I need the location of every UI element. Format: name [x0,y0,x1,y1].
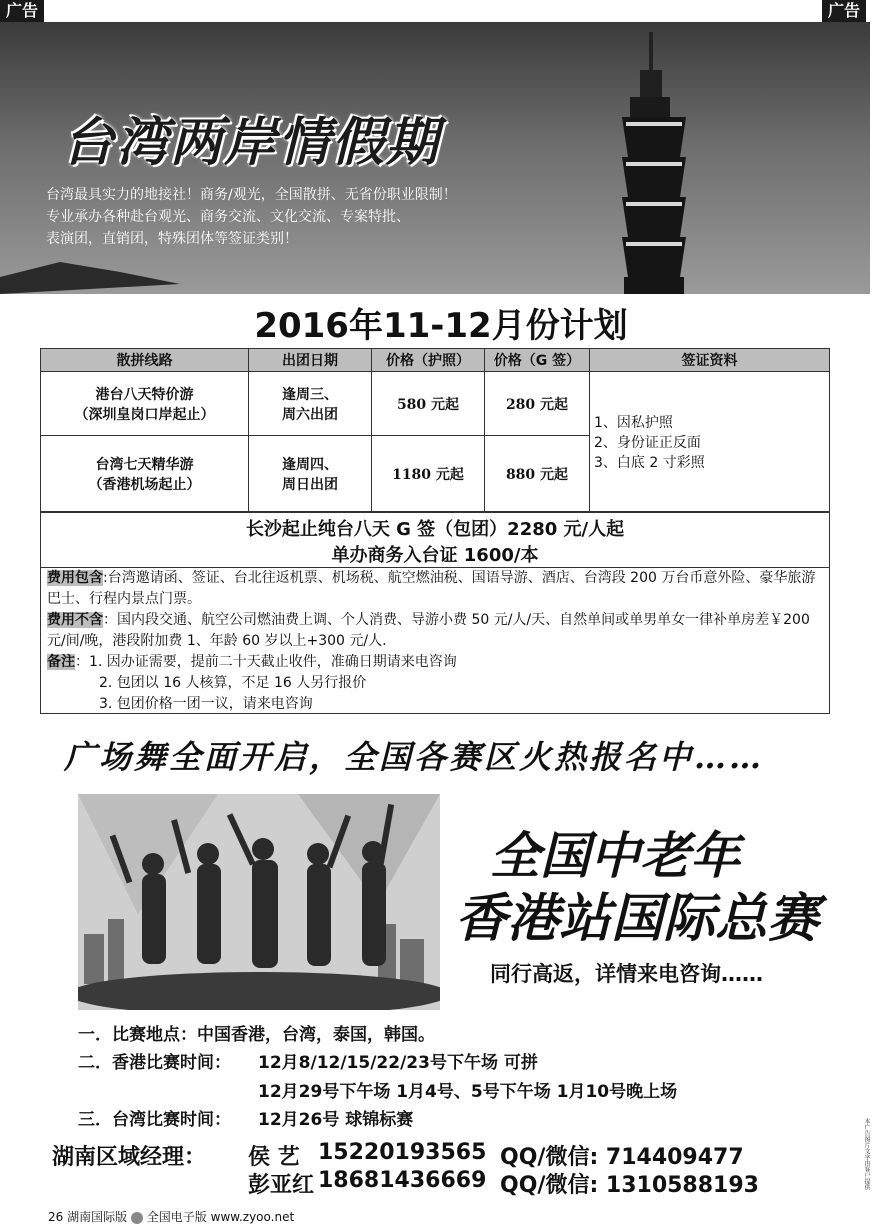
e-edition-label: 全国电子版 [146,1210,207,1224]
contact-phone-1: 15220193565 [318,1140,487,1165]
contact-name-2: 彭亚红 [248,1173,315,1198]
ad-label-right: 广告 [822,0,866,22]
tour-table [40,348,830,512]
dates-line-1: 逢周三、 [282,386,338,403]
table-header-row [41,349,830,372]
table-row [41,372,830,436]
route-sub: （香港机场起止） [88,476,201,493]
notes-line-1 [41,652,829,673]
fee-included-text: :台湾邀请函、签证、台北往返机票、机场税、航空燃油税、国语导游、酒店、台湾段 200 万台币意外险、豪华旅游巴士、行程内景点门票。 [47,570,816,607]
visa-doc-3: 3、白底 2 寸彩照 [594,454,705,471]
dates-cell [249,372,372,436]
plan-title: 2016年11-12月份计划 [254,306,628,346]
logo-icon [131,1212,143,1224]
contact-phone-2: 18681436669 [318,1168,487,1193]
tw-label: 三．台湾比赛时间： [78,1110,231,1130]
fee-included [41,568,829,610]
hk-label: 二．香港比赛时间： [78,1053,231,1073]
fee-included-label: 费用包含 [47,570,103,586]
price-g-cell: 880 元起 [485,436,590,512]
dates-line-1: 逢周四、 [282,456,338,473]
col-price-g: 价格（G 签） [485,349,590,372]
side-note: 本广告图片文字由客户提供 [863,1118,870,1190]
footer-url[interactable]: www.zyoo.net [210,1210,295,1224]
contact-label: 湖南区域经理： [52,1145,207,1170]
details-box [40,512,830,714]
route-sub: （深圳皇岗口岸起止） [74,406,215,423]
dancers-photo [78,794,440,1010]
visa-docs-cell [590,372,830,512]
hk-times-1: 12月8/12/15/22/23号下午场 可拼 [258,1053,538,1073]
page-number: 26 [48,1210,64,1224]
dates-line-2: 周六出团 [282,406,338,423]
notes-label: 备注 [47,654,75,670]
visa-doc-2: 2、身份证正反面 [594,434,701,451]
dates-line-2: 周日出团 [282,476,338,493]
banner-line-2: 专业承办各种赴台观光、商务交流、文化交流、专案特批、 [46,209,410,225]
note-1: ：1. 因办证需要，提前二十天截止收件，准确日期请来电咨询 [75,654,457,670]
footer [48,1208,294,1225]
route-cell [41,436,249,512]
contest-title-1: 全国中老年 [490,826,740,885]
banner-line-3: 表演团，直销团，特殊团体等签证类别！ [46,231,298,247]
banner [0,22,870,294]
note-2: 2. 包团以 16 人核算，不足 16 人另行报价 [99,675,367,691]
banner-title: 台湾两岸情假期 [62,113,441,173]
special-line-2: 单办商务入台证 1600/本 [41,541,829,568]
route-name: 港台八天特价游 [95,386,194,403]
fee-excluded-label: 费用不含 [47,612,103,628]
contact-qq-2: QQ/微信: 1310588193 [500,1173,759,1198]
ad-label-left: 广告 [0,0,44,22]
tw-times: 12月26号 球锦标赛 [258,1110,414,1130]
note-3: 3. 包团价格一团一议，请来电咨询 [99,696,313,712]
col-dates: 出团日期 [249,349,372,372]
hk-times-2: 12月29号下午场 1月4号、5号下午场 1月10号晚上场 [258,1082,678,1102]
visa-doc-1: 1、因私护照 [594,414,673,431]
slogan: 广场舞全面开启，全国各赛区火热报名中…… [64,738,765,776]
banner-line-1: 台湾最具实力的地接社！商务/观光，全国散拼、无省份职业限制！ [46,187,457,203]
dancers-silhouette [78,794,440,1010]
consult-text: 同行高返，详情来电咨询…… [490,962,763,986]
edition-label: 湖南国际版 [67,1210,128,1224]
fee-excluded-text: ：国内段交通、航空公司燃油费上调、个人消费、导游小费 50 元/人/天、自然单间或单男单女一律补单房差￥200 元/间/晚，港段附加费 1、年龄 60 岁以上+300 元/人. [47,612,810,649]
col-route: 散拼线路 [41,349,249,372]
dates-cell [249,436,372,512]
fee-excluded [41,610,829,652]
col-price-passport: 价格（护照） [372,349,485,372]
price-passport-cell: 580 元起 [372,372,485,436]
contact-name-1: 侯 艺 [248,1145,300,1170]
col-visa: 签证资料 [590,349,830,372]
special-line-1: 长沙起止纯台八天 G 签（包团）2280 元/人起 [245,519,625,540]
price-passport-cell: 1180 元起 [372,436,485,512]
route-cell [41,372,249,436]
venue-line: 一．比赛地点：中国香港，台湾，泰国，韩国。 [78,1025,435,1045]
price-g-cell: 280 元起 [485,372,590,436]
contact-qq-1: QQ/微信: 714409477 [500,1145,744,1170]
route-name: 台湾七天精华游 [95,456,194,473]
contest-title-2: 香港站国际总赛 [455,888,820,949]
